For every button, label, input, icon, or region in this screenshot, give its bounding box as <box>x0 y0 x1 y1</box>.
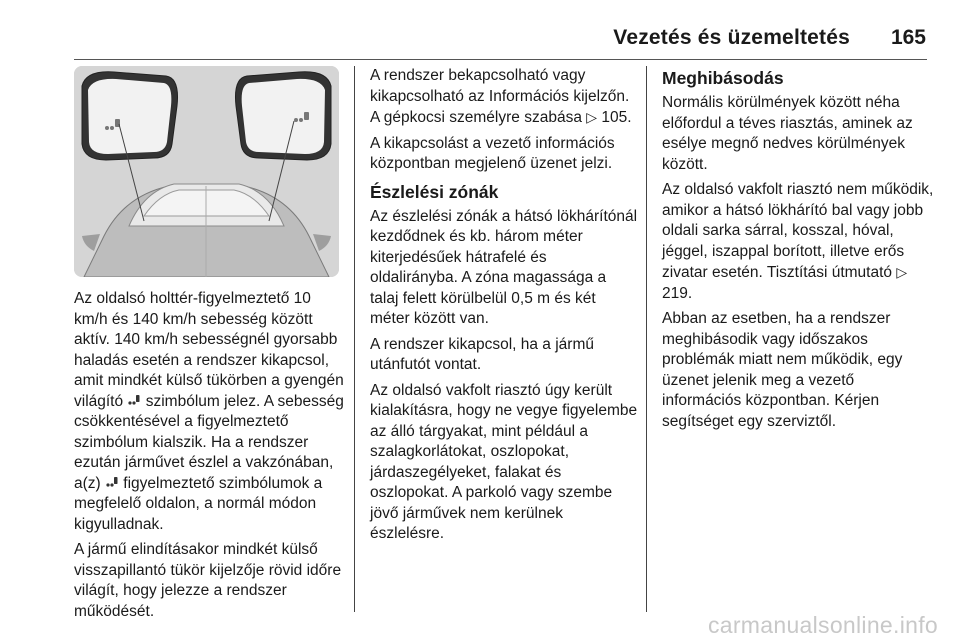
paragraph-startup: A jármű elindításakor mindkét külső visszapillantó tükör kijelzője rövid időre világít, hogy jelezze a rendszer működését. <box>74 541 342 620</box>
warning-symbol-icon <box>127 392 141 413</box>
page-reference-arrow-icon: ▷ <box>586 109 598 125</box>
paragraph-trailer: A rendszer kikapcsol, ha a jármű utánfutót vontat. <box>370 335 594 373</box>
header-rule <box>74 59 927 60</box>
section-heading-malfunction: Meghibásodás <box>662 68 784 88</box>
paragraph-activation: Az oldalsó holttér-figyelmeztető 10 km/h és 140 km/h sebesség között aktív. 140 km/h sebességnél gyorsabb haladás esetén a rendszer kikapcsol, amit mindkét külső tükörben a gyengén világító szimbólum jelez. A sebesség csökkentésével a figyelmeztető szimbólum kialszik. Ha a rendszer ezután járművet észlel a vakzónában, a(z) figyelmeztető szimbólumok a megfelelő oldalon, a normál módon kigyulladnak. <box>74 290 344 533</box>
mirror-illustration <box>74 66 339 277</box>
page-reference-link[interactable]: 219 <box>662 284 688 302</box>
paragraph-false-alarm: Normális körülmények között néha előfordul a téves riasztás, aminek az esélye megnő nedves körülmények között. <box>662 94 913 173</box>
chapter-title: Vezetés és üzemeltetés <box>613 26 850 49</box>
column-divider-2 <box>646 66 647 612</box>
warning-symbol-icon <box>105 474 119 495</box>
page-header <box>0 26 960 58</box>
paragraph-dirty-bumper: Az oldalsó vakfolt riasztó nem működik, amikor a hátsó lökhárító bal vagy jobb oldali sarka sárral, kosszal, hóval, jéggel, iszappal borított, illetve erős zivatar esetén. Tisztítási útmutató ▷ 219. <box>662 181 934 302</box>
column-divider-1 <box>354 66 355 612</box>
page-number: 165 <box>890 26 926 49</box>
paragraph-static-objects: Az oldalsó vakfolt riasztó úgy került kialakításra, hogy ne vegye figyelembe az álló tárgyakat, mint például a szalagkorlátokat, oszlopokat, járdaszegélyeket, falakat és oszlopokat. A parkoló vagy szembe jövő járművek nem kerülnek észlelésre. <box>370 381 638 542</box>
paragraph-off-message: A kikapcsolást a vezető információs központban megjelenő üzenet jelzi. <box>370 134 615 172</box>
column-2 <box>370 66 638 550</box>
column-3 <box>662 66 934 437</box>
column-1 <box>74 66 344 627</box>
watermark: carmanualsonline.info <box>707 612 938 638</box>
page-reference-link[interactable]: 105 <box>601 109 628 126</box>
section-heading-detection-zones: Észlelési zónák <box>370 181 499 202</box>
paragraph-toggle: A rendszer bekapcsolható vagy kikapcsolható az Információs kijelzőn. A gépkocsi személyre szabása ▷ 105. <box>370 67 632 126</box>
paragraph-zones: Az észlelési zónák a hátsó lökhárítónál kezdődnek és kb. három méter kiterjedésűek hátrafelé és oldalirányba. A zóna magassága a talaj felett körülbelül 0,5 m és két méter között van. <box>370 207 638 327</box>
paragraph-service: Abban az esetben, ha a rendszer meghibásodik vagy időszakos problémák miatt nem működik, egy üzenet jelenik meg a vezető információs központban. Kérjen segítséget egy szerviztől. <box>662 310 903 430</box>
page-reference-arrow-icon: ▷ <box>896 264 908 280</box>
